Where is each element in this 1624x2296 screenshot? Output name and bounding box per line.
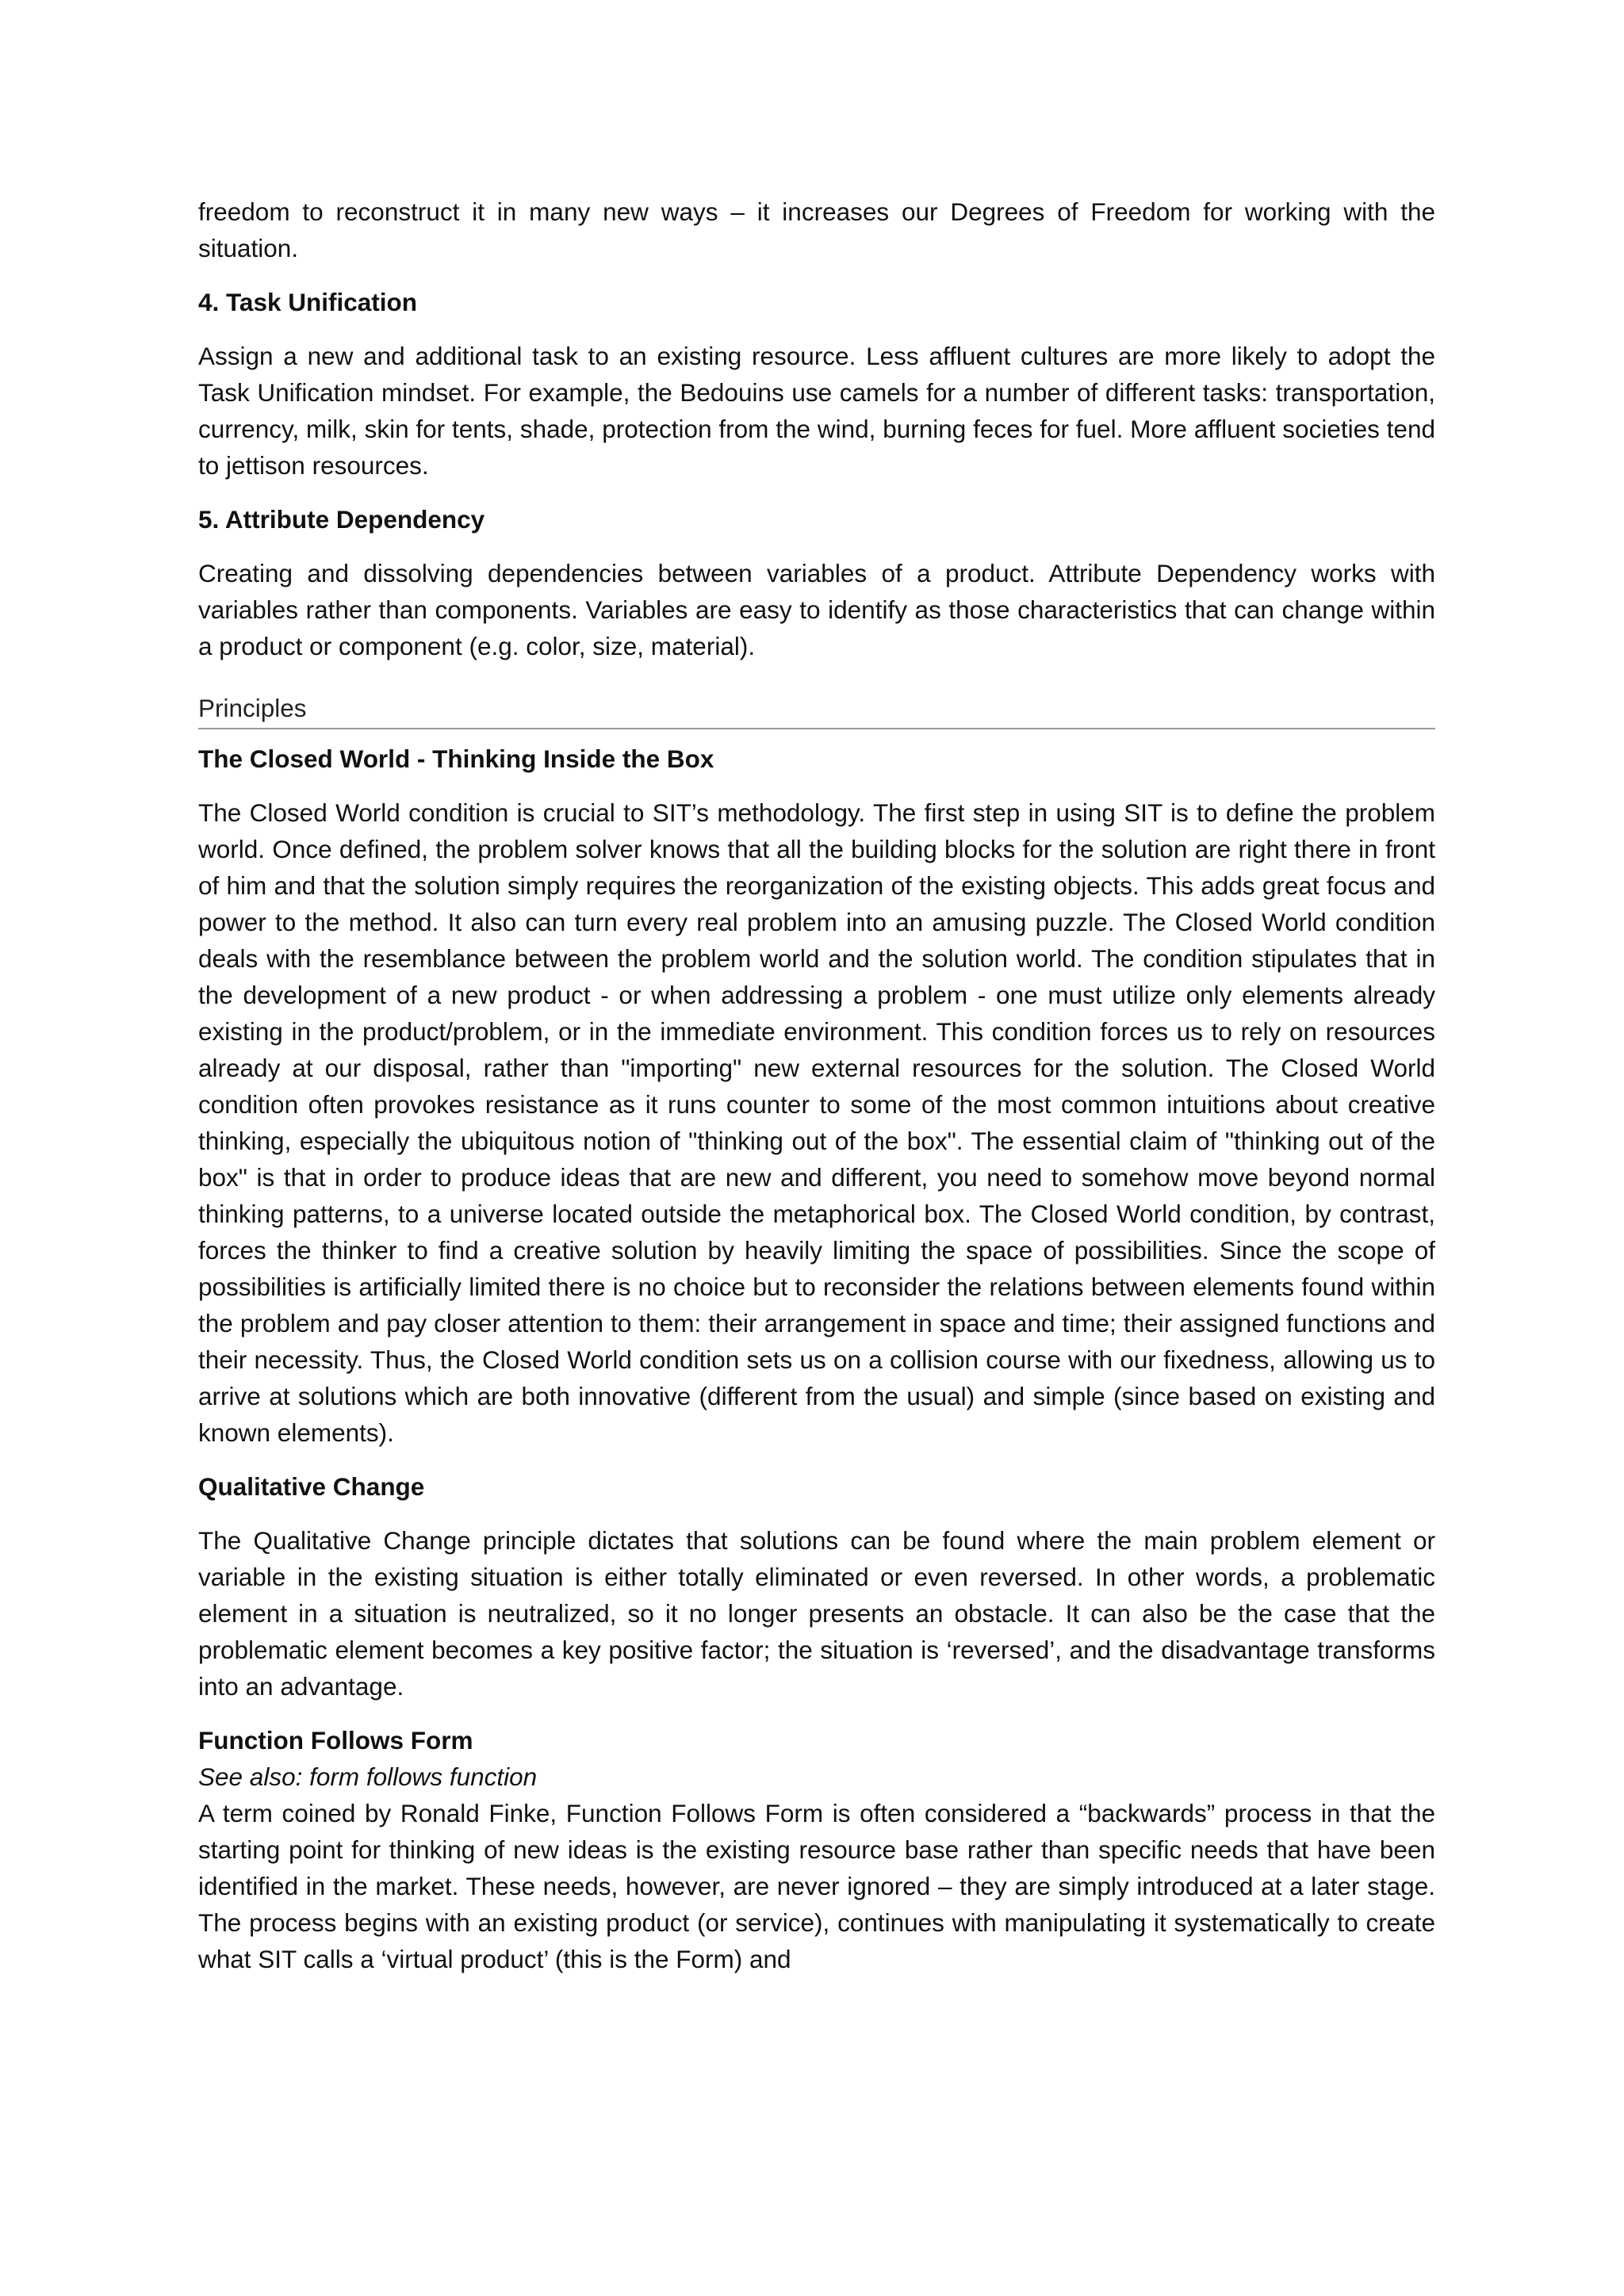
task-unification-paragraph: Assign a new and additional task to an existing resource. Less affluent cultures are more likely to adopt the Task Unification mindset. For example, the Bedouins use camels for a number of different tasks: transportation, currency, milk, skin for tents, shade, protection from the wind, burning feces for fuel. More affluent societies tend to jettison resources. (198, 342, 1435, 480)
attribute-dependency-heading: 5. Attribute Dependency (198, 505, 485, 534)
qualitative-change-paragraph: The Qualitative Change principle dictates that solutions can be found where the main problem element or variable in the existing situation is either totally eliminated or even reversed. In other words, a problematic element in a situation is neutralized, so it no longer presents an obstacle. It can also be the case that the problematic element becomes a key positive factor; the situation is ‘reversed’, and the disadvantage transforms into an advantage. (198, 1526, 1435, 1701)
principles-section-title: Principles (198, 690, 1435, 729)
intro-continuation-paragraph: freedom to reconstruct it in many new ways – it increases our Degrees of Freedom for working with the situation. (198, 197, 1435, 262)
function-follows-form-heading: Function Follows Form (198, 1726, 473, 1755)
closed-world-paragraph: The Closed World condition is crucial to SIT’s methodology. The first step in using SIT is to define the problem world. Once defined, the problem solver knows that all the building blocks for the solution are right there in front of him and that the solution simply requires the reorganization of the existing objects. This adds great focus and power to the method. It also can turn every real problem into an amusing puzzle. The Closed World condition deals with the resemblance between the problem world and the solution world. The condition stipulates that in the development of a new product - or when addressing a problem - one must utilize only elements already existing in the product/problem, or in the immediate environment. This condition forces us to rely on resources already at our disposal, rather than "importing" new external resources for the solution. The Closed World condition often provokes resistance as it runs counter to some of the most common intuitions about creative thinking, especially the ubiquitous notion of "thinking out of the box". The essential claim of "thinking out of the box" is that in order to produce ideas that are new and different, you need to somehow move beyond normal thinking patterns, to a universe located outside the metaphorical box. The Closed World condition, by contrast, forces the thinker to find a creative solution by heavily limiting the space of possibilities. Since the scope of possibilities is artificially limited there is no choice but to reconsider the relations between elements found within the problem and pay closer attention to them: their arrangement in space and time; their assigned functions and their necessity. Thus, the Closed World condition sets us on a collision course with our fixedness, allowing us to arrive at solutions which are both innovative (different from the usual) and simple (since based on existing and known elements). (198, 798, 1435, 1447)
qualitative-change-heading: Qualitative Change (198, 1472, 425, 1501)
closed-world-heading: The Closed World - Thinking Inside the Box (198, 744, 714, 773)
see-also-note: See also: form follows function (198, 1762, 538, 1791)
function-follows-form-paragraph: A term coined by Ronald Finke, Function Follows Form is often considered a “backwards” process in that the starting point for thinking of new ideas is the existing resource base rather than specific needs that have been identified in the market. These needs, however, are never ignored – they are simply introduced at a later stage. The process begins with an existing product (or service), continues with manipulating it systematically to create what SIT calls a ‘virtual product’ (this is the Form) and (198, 1799, 1435, 1973)
attribute-dependency-paragraph: Creating and dissolving dependencies between variables of a product. Attribute Dependency works with variables rather than components. Variables are easy to identify as those characteristics that can change within a product or component (e.g. color, size, material). (198, 559, 1435, 660)
document-page (198, 193, 1435, 1977)
task-unification-heading: 4. Task Unification (198, 288, 417, 316)
